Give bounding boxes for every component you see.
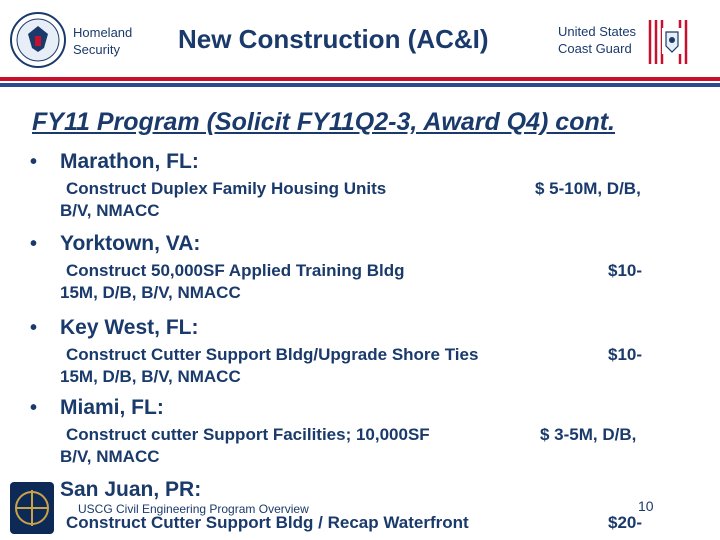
uscg-ensign-icon [646, 14, 694, 68]
uscg-wordmark [558, 23, 636, 57]
slide-title: FY11 Program (Solicit FY11Q2-3, Award Q4) cont. [32, 108, 616, 136]
item-cost: $20- [608, 513, 643, 532]
footer-text: USCG Civil Engineering Program Overview [78, 502, 309, 516]
dhs-line-2: Security [73, 42, 120, 57]
item-location: • Key West, FL: [0, 314, 720, 342]
item-location: • San Juan, PR: [0, 476, 720, 504]
list-item [0, 148, 720, 230]
item-cost: $ 3-5M, D/B, [540, 425, 637, 444]
item-description: Construct cutter Support Facilities; 10,000SF [66, 425, 430, 444]
dhs-line-1: Homeland [73, 25, 133, 40]
item-cost: $10- [608, 345, 643, 364]
item-description: Construct Cutter Support Bldg/Upgrade Shore Ties [66, 345, 479, 364]
item-detail [0, 342, 670, 388]
list-item [0, 394, 720, 476]
page-number: 10 [638, 498, 654, 514]
uscg-line-1: United States [558, 24, 637, 39]
dhs-seal-icon [10, 12, 66, 68]
list-item [0, 230, 720, 314]
item-continuation: B/V, NMACC [60, 447, 160, 466]
item-detail [0, 176, 670, 222]
list-item [0, 314, 720, 394]
slide-header [0, 0, 720, 88]
uscg-line-2: Coast Guard [558, 41, 632, 56]
item-continuation: 15M, D/B, B/V, NMACC [60, 367, 241, 386]
item-location: • Yorktown, VA: [0, 230, 720, 258]
item-detail [0, 258, 670, 304]
item-continuation: 15M, D/B, B/V, NMACC [60, 283, 241, 302]
item-description: Construct Duplex Family Housing Units [66, 179, 387, 198]
item-description: Construct Cutter Support Bldg / Recap Waterfront [66, 513, 469, 532]
item-location: • Miami, FL: [0, 394, 720, 422]
item-cost: $ 5-10M, D/B, [535, 179, 641, 198]
item-cost: $10- [608, 261, 643, 280]
header-title: New Construction (AC&I) [178, 24, 489, 54]
item-location: • Marathon, FL: [0, 148, 720, 176]
item-description: Construct 50,000SF Applied Training Bldg [66, 261, 405, 280]
header-stripes [0, 74, 720, 90]
project-list [0, 148, 720, 536]
uscg-ce-emblem-icon [10, 482, 54, 534]
dhs-wordmark [73, 24, 132, 58]
item-detail [0, 422, 670, 468]
item-continuation: B/V, NMACC [60, 201, 160, 220]
